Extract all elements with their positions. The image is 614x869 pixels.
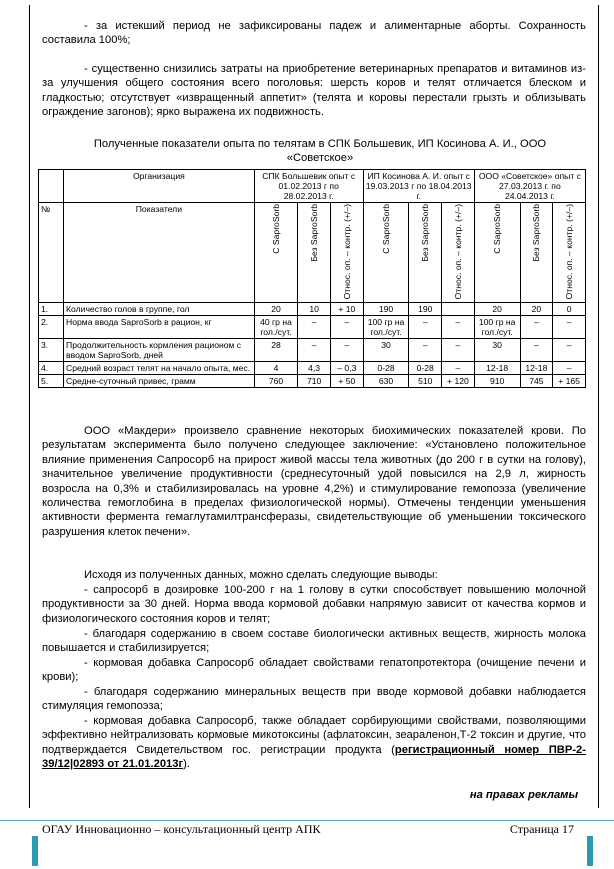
- header-organization: Организация: [64, 170, 255, 203]
- row-indicator: Количество голов в группе, гол: [64, 303, 255, 316]
- paragraph-8: - благодаря содержанию минеральных веществ при вводе кормовой добавки наблюдается стимуляция гемопоэза;: [42, 686, 586, 713]
- header-org-1: СПК Большевик опыт с 01.02.2013 г по 28.02.2013 г.: [254, 170, 363, 203]
- table-body: [39, 303, 586, 388]
- footer-org: ОГАУ Инновационно – консультационный центр АПК: [42, 822, 321, 836]
- table-cell: 20: [254, 303, 298, 316]
- table-cell: –: [330, 339, 363, 362]
- advertising-note: на правах рекламы: [469, 789, 578, 801]
- table-cell: 30: [474, 339, 520, 362]
- table-cell: –: [553, 339, 586, 362]
- table-cell: 12-18: [474, 362, 520, 375]
- header-number: №: [39, 203, 64, 303]
- footer-divider: [0, 820, 614, 821]
- table-cell: 190: [409, 303, 442, 316]
- paragraph-1: - за истекший период не зафиксированы падеж и алиментарные аборты. Сохранность составила 100%;: [42, 20, 586, 47]
- table-cell: 100 гр на гол./сут.: [363, 316, 409, 339]
- footer-accent-left: [32, 836, 38, 866]
- table-cell: –: [442, 316, 475, 339]
- paragraph-6: - благодаря содержанию в своем составе биологически активных веществ, жирность молока повышается и стабилизируется;: [42, 628, 586, 655]
- table-cell: [442, 303, 475, 316]
- table-row: [39, 316, 586, 339]
- row-number: 3.: [39, 339, 64, 362]
- table-cell: 10: [298, 303, 331, 316]
- table-cell: 30: [363, 339, 409, 362]
- row-indicator: Продолжительность кормления рационом с вводом SaproSorb, дней: [64, 339, 255, 362]
- table-cell: 4: [254, 362, 298, 375]
- paragraph-9: - кормовая добавка Сапросорб, также обладает сорбирующими свойствами, позволяющими эффективно нейтрализовать кормовые микотоксины (афлатоксин, зеараленон,Т-2 токсин и другие, что подтверждается Свидетельством гос. регистрации продукта (регистрационный номер ПВР-2-39/12|02893 от 21.01.2013г).: [42, 715, 586, 771]
- table-cell: –: [442, 362, 475, 375]
- table-cell: + 50: [330, 375, 363, 388]
- table-cell: 20: [520, 303, 553, 316]
- table-row: [39, 303, 586, 316]
- header-relative: Относ. оп. – контр. (+/–): [341, 204, 352, 300]
- table-cell: + 10: [330, 303, 363, 316]
- header-with-saprosorb: С SaproSorb: [270, 204, 281, 254]
- table-cell: 100 гр на гол./сут.: [474, 316, 520, 339]
- header-with-saprosorb: С SaproSorb: [492, 204, 503, 254]
- row-number: 5.: [39, 375, 64, 388]
- header-indicators: Показатели: [64, 203, 255, 303]
- table-cell: –: [553, 362, 586, 375]
- footer-page-number: Страница 17: [509, 822, 574, 836]
- table-row: [39, 375, 586, 388]
- footer-accent-right: [587, 836, 593, 866]
- paragraph-7: - кормовая добавка Сапросорб обладает свойствами гепатопротектора (очищение печени и крови);: [42, 657, 586, 684]
- table-cell: –: [553, 316, 586, 339]
- table-cell: –: [442, 339, 475, 362]
- table-header-cols: [39, 203, 586, 303]
- row-number: 1.: [39, 303, 64, 316]
- table-row: [39, 362, 586, 375]
- table-cell: –: [330, 316, 363, 339]
- table-cell: –: [298, 316, 331, 339]
- table-cell: 510: [409, 375, 442, 388]
- table-cell: –: [409, 339, 442, 362]
- table-cell: 4,3: [298, 362, 331, 375]
- header-with-saprosorb: С SaproSorb: [381, 204, 392, 254]
- table-cell: –: [520, 316, 553, 339]
- table-cell: –: [520, 339, 553, 362]
- table-cell: 910: [474, 375, 520, 388]
- paragraph-4: Исходя из полученных данных, можно сделать следующие выводы:: [84, 569, 438, 581]
- table-cell: 0-28: [409, 362, 442, 375]
- row-number: 2.: [39, 316, 64, 339]
- header-without-saprosorb: Без SaproSorb: [531, 204, 542, 262]
- registration-number: регистрационный номер ПВР-2-39/12|02893 от 21.01.2013г: [42, 743, 586, 771]
- table-cell: 190: [363, 303, 409, 316]
- header-relative: Относ. оп. – контр. (+/–): [564, 204, 575, 300]
- table-cell: + 120: [442, 375, 475, 388]
- table-cell: 760: [254, 375, 298, 388]
- table-header-org: [39, 170, 586, 203]
- table-cell: –: [409, 316, 442, 339]
- header-without-saprosorb: Без SaproSorb: [420, 204, 431, 262]
- table-cell: 0-28: [363, 362, 409, 375]
- table-cell: –: [298, 339, 331, 362]
- paragraph-5: - сапросорб в дозировке 100-200 г на 1 голову в сутки способствует повышению молочной продуктивности за 30 дней. Норма ввода кормовой добавки напрямую зависит от качества кормов и физиологического состояния коров и телят;: [42, 584, 586, 625]
- table-cell: 12-18: [520, 362, 553, 375]
- header-org-3: ООО «Советское» опыт с 27.03.2013 г. по 24.04.2013 г.: [474, 170, 585, 203]
- table-cell: – 0,3: [330, 362, 363, 375]
- table-cell: 745: [520, 375, 553, 388]
- table-cell: 28: [254, 339, 298, 362]
- table-title: Полученные показатели опыта по телятам в СПК Большевик, ИП Косинова А. И., ООО «Советское»: [93, 138, 547, 165]
- table-cell: 630: [363, 375, 409, 388]
- table-cell: + 165: [553, 375, 586, 388]
- results-table: [38, 169, 586, 388]
- table-cell: 20: [474, 303, 520, 316]
- row-number: 4.: [39, 362, 64, 375]
- table-cell: 710: [298, 375, 331, 388]
- paragraph-2: - существенно снизились затраты на приобретение ветеринарных препаратов и витаминов из-за улучшения общего состояния всего поголовья: шерсть коров и телят отличается блеском и гладкостью; отсутствует «извращенный аппетит» (телята и коровы перестали грызть и облизывать ограждение загонов); ярко выражена их подвижность.: [42, 63, 586, 119]
- table-cell: 40 гр на гол./сут.: [254, 316, 298, 339]
- row-indicator: Средний возраст телят на начало опыта, мес.: [64, 362, 255, 375]
- paragraph-3: ООО «Макдери» произвело сравнение некоторых биохимических показателей крови. По результатам эксперимента было получено следующее заключение: «Установлено положительное влияние применения Сапросорб на прирост живой массы тела животных (до 200 г в сутки на голову), значительное увеличение продуктивности (среднесуточный удой повысился на 2,9 л, жирность возросла на 0,3% и стабилизировалась на уровне 4,2%) и стимулирование гемопоэза (увеличение количества гемоглобина в пределах физиологической нормы). Отмечены тенденции уменьшения активности фермента гемаглутамилтрансферазы, свидетельствующие об уменьшении токсического разрушения клеток печени».: [42, 425, 586, 538]
- header-without-saprosorb: Без SaproSorb: [309, 204, 320, 262]
- row-indicator: Средне-суточный привес, грамм: [64, 375, 255, 388]
- table-cell: 0: [553, 303, 586, 316]
- header-relative: Относ. оп. – контр. (+/–): [452, 204, 463, 300]
- table-row: [39, 339, 586, 362]
- header-org-2: ИП Косинова А. И. опыт с 19.03.2013 г по 18.04.2013 г.: [363, 170, 474, 203]
- row-indicator: Норма ввода SaproSorb в рацион, кг: [64, 316, 255, 339]
